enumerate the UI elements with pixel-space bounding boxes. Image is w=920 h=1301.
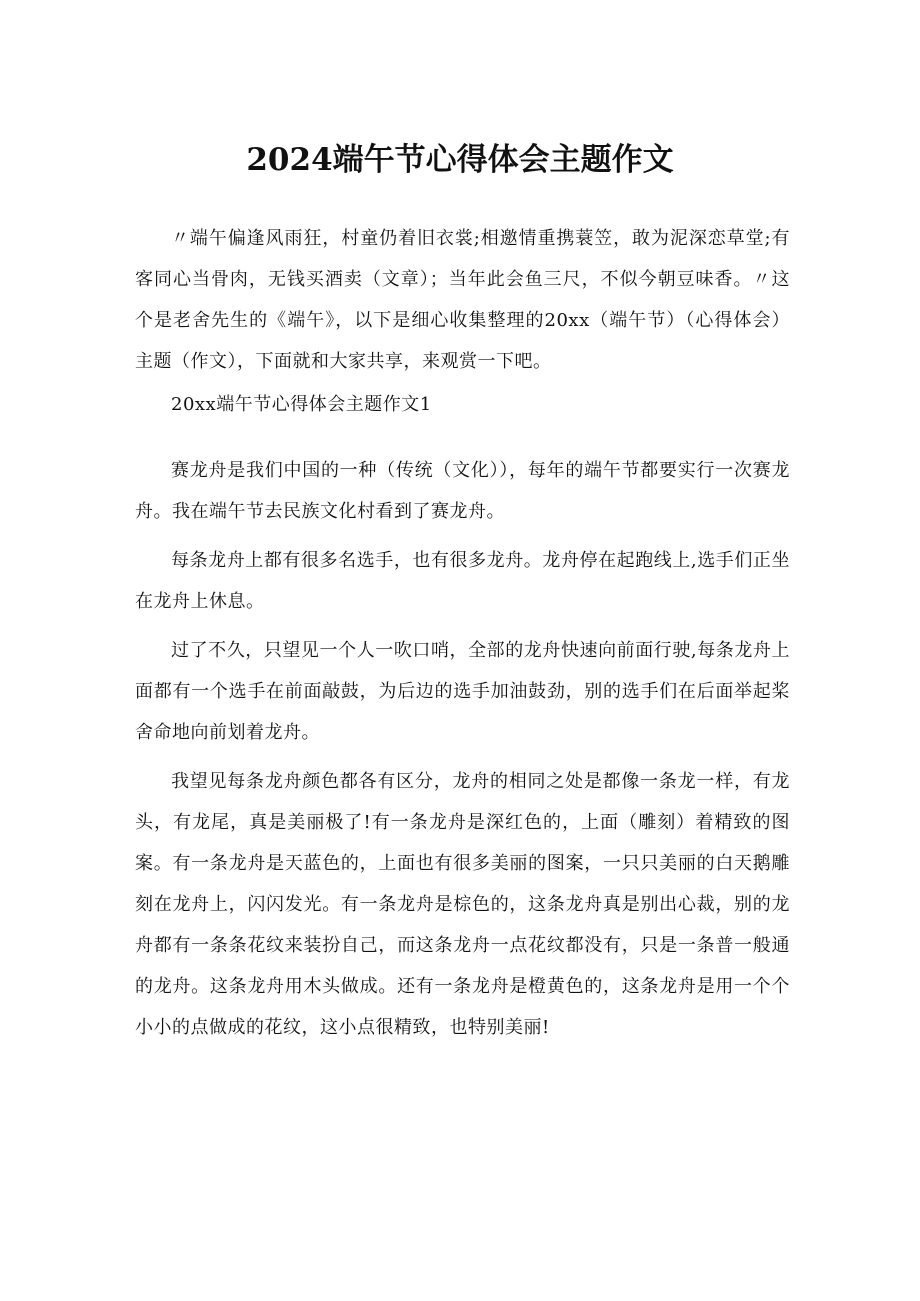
body-paragraph-1: 赛龙舟是我们中国的一种（传统（文化）），每年的端午节都要实行一次赛龙舟。我在端午节去民族文化村看到了赛龙舟。 [135, 460, 790, 522]
intro-paragraph: 〃端午偏逢风雨狂，村童仍着旧衣裳;相邀情重携蓑笠，敢为泥深恋草堂;有客同心当骨肉，无钱买酒卖（文章）；当年此会鱼三尺，不似今朝豆味香。〃这个是老舍先生的《端午》，以下是细心收集整理的20xx（端午节）（心得体会）主题（作文），下面就和大家共享，来观赏一下吧。 [135, 228, 790, 372]
body-paragraph-3: 过了不久，只望见一个人一吹口哨，全部的龙舟快速向前面行驶,每条龙舟上面都有一个选手在前面敲鼓，为后边的选手加油鼓劲，别的选手们在后面举起桨舍命地向前划着龙舟。 [135, 640, 790, 743]
body-paragraph-4: 我望见每条龙舟颜色都各有区分，龙舟的相同之处是都像一条龙一样，有龙头，有龙尾，真是美丽极了!有一条龙舟是深红色的，上面（雕刻）着精致的图案。有一条龙舟是天蓝色的，上面也有很多美丽的图案，一只只美丽的白天鹅雕刻在龙舟上，闪闪发光。有一条龙舟是棕色的，这条龙舟真是别出心裁，别的龙舟都有一条条花纹来装扮自己，而这条龙舟一点花纹都没有，只是一条普一般通的龙舟。这条龙舟用木头做成。还有一条龙舟是橙黄色的，这条龙舟是用一个个小小的点做成的花纹，这小点很精致，也特别美丽! [135, 771, 790, 1038]
page-title: 2024端午节心得体会主题作文 [246, 142, 674, 178]
article-body [135, 218, 790, 1056]
section-heading: 20xx端午节心得体会主题作文1 [171, 394, 432, 415]
body-paragraph-2: 每条龙舟上都有很多名选手，也有很多龙舟。龙舟停在起跑线上,选手们正坐在龙舟上休息。 [135, 550, 790, 612]
